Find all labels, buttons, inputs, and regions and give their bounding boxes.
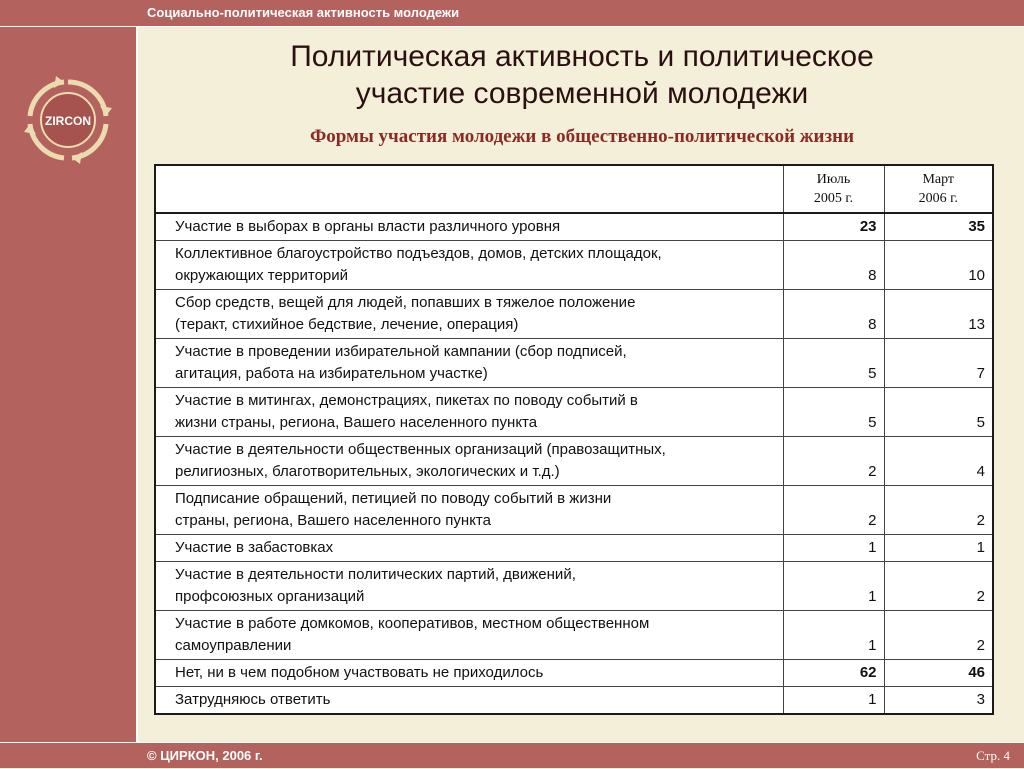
- row-label-line-1: Участие в проведении избирательной кампании (сбор подписей,: [175, 343, 627, 360]
- row-label: [155, 486, 783, 535]
- row-label: [155, 611, 783, 660]
- value-july-2005: 23: [783, 213, 884, 241]
- row-label-line-2: самоуправлении: [175, 637, 292, 654]
- value-march-2006: 35: [884, 213, 993, 241]
- table-row: [155, 290, 993, 339]
- logo-arrow-4: [54, 76, 64, 88]
- page-title-line-2: участие современной молодежи: [355, 77, 809, 110]
- value-july-2005: 1: [783, 562, 884, 611]
- row-label: [155, 687, 783, 715]
- row-label: [155, 388, 783, 437]
- row-label-line-1: Участие в выборах в органы власти различного уровня: [175, 218, 561, 235]
- table-row: [155, 562, 993, 611]
- value-july-2005: 5: [783, 339, 884, 388]
- row-label-line-1: Участие в забастовках: [175, 539, 334, 556]
- row-label: [155, 437, 783, 486]
- row-label: [155, 562, 783, 611]
- value-march-2006: 7: [884, 339, 993, 388]
- header-march-2006: Март 2006 г.: [884, 165, 993, 213]
- survey-table: [154, 164, 994, 715]
- row-label: [155, 241, 783, 290]
- row-label-line-2: окружающих территорий: [175, 267, 349, 284]
- row-label-line-1: Участие в работе домкомов, кооперативов, местном общественном: [175, 615, 650, 632]
- row-label: [155, 290, 783, 339]
- row-label-line-2: религиозных, благотворительных, экологических и т.д.): [175, 463, 560, 480]
- table-row: [155, 388, 993, 437]
- value-july-2005: 1: [783, 611, 884, 660]
- table-row: [155, 687, 993, 715]
- value-march-2006: 5: [884, 388, 993, 437]
- zircon-logo: [22, 76, 114, 164]
- row-label-line-1: Затрудняюсь ответить: [175, 691, 331, 708]
- table-row: [155, 437, 993, 486]
- row-label-line-2: профсоюзных организаций: [175, 588, 365, 605]
- value-march-2006: 2: [884, 611, 993, 660]
- row-label: [155, 213, 783, 241]
- row-label: [155, 660, 783, 687]
- value-july-2005: 5: [783, 388, 884, 437]
- table-row: [155, 241, 993, 290]
- logo-arrow-2: [72, 152, 82, 164]
- value-march-2006: 10: [884, 241, 993, 290]
- value-july-2005: 8: [783, 241, 884, 290]
- page-number: Стр. 4: [976, 748, 1010, 763]
- value-march-2006: 2: [884, 486, 993, 535]
- page-title-line-1: Политическая активность и политическое: [290, 40, 874, 73]
- row-label-line-1: Участие в деятельности общественных организаций (правозащитных,: [175, 441, 666, 458]
- sidebar-divider: [136, 27, 138, 742]
- page-subtitle: Формы участия молодежи в общественно-политической жизни: [309, 126, 855, 147]
- header-july-2005: Июль 2005 г.: [783, 165, 884, 213]
- row-label-line-1: Нет, ни в чем подобном участвовать не приходилось: [175, 664, 544, 681]
- row-label-line-2: жизни страны, региона, Вашего населенного пункта: [175, 414, 538, 431]
- value-july-2005: 62: [783, 660, 884, 687]
- value-march-2006: 13: [884, 290, 993, 339]
- logo-arrow-1: [100, 106, 112, 116]
- row-label-line-2: агитация, работа на избирательном участке): [175, 365, 488, 382]
- value-july-2005: 2: [783, 437, 884, 486]
- table-header-row: [155, 165, 993, 213]
- row-label: [155, 535, 783, 562]
- value-july-2005: 8: [783, 290, 884, 339]
- table-row: [155, 486, 993, 535]
- logo-text: ZIRCON: [45, 114, 91, 128]
- page-title: [140, 38, 1024, 112]
- table-row: [155, 611, 993, 660]
- value-july-2005: 1: [783, 687, 884, 715]
- table-row: [155, 339, 993, 388]
- value-july-2005: 1: [783, 535, 884, 562]
- value-july-2005: 2: [783, 486, 884, 535]
- value-march-2006: 2: [884, 562, 993, 611]
- value-march-2006: 46: [884, 660, 993, 687]
- header-title: Социально-политическая активность молодежи: [147, 5, 460, 20]
- top-divider: [0, 26, 1024, 27]
- table-row: [155, 213, 993, 241]
- bottom-bar: [0, 742, 1024, 768]
- value-march-2006: 4: [884, 437, 993, 486]
- row-label-line-2: страны, региона, Вашего населенного пункта: [175, 512, 491, 529]
- row-label-line-1: Подписание обращений, петицией по поводу событий в жизни: [175, 490, 612, 507]
- header-empty-cell: [155, 165, 783, 213]
- row-label-line-1: Коллективное благоустройство подъездов, домов, детских площадок,: [175, 245, 662, 262]
- value-march-2006: 3: [884, 687, 993, 715]
- row-label-line-1: Сбор средств, вещей для людей, попавших в тяжелое положение: [175, 294, 636, 311]
- table-row: [155, 535, 993, 562]
- row-label-line-1: Участие в деятельности политических партий, движений,: [175, 566, 576, 583]
- row-label-line-2: (теракт, стихийное бедствие, лечение, операция): [175, 316, 519, 333]
- row-label: [155, 339, 783, 388]
- table-row: [155, 660, 993, 687]
- logo-arrow-3: [24, 124, 36, 134]
- top-bar: [0, 0, 1024, 26]
- row-label-line-1: Участие в митингах, демонстрациях, пикетах по поводу событий в: [175, 392, 638, 409]
- footer-copyright: © ЦИРКОН, 2006 г.: [147, 748, 263, 763]
- value-march-2006: 1: [884, 535, 993, 562]
